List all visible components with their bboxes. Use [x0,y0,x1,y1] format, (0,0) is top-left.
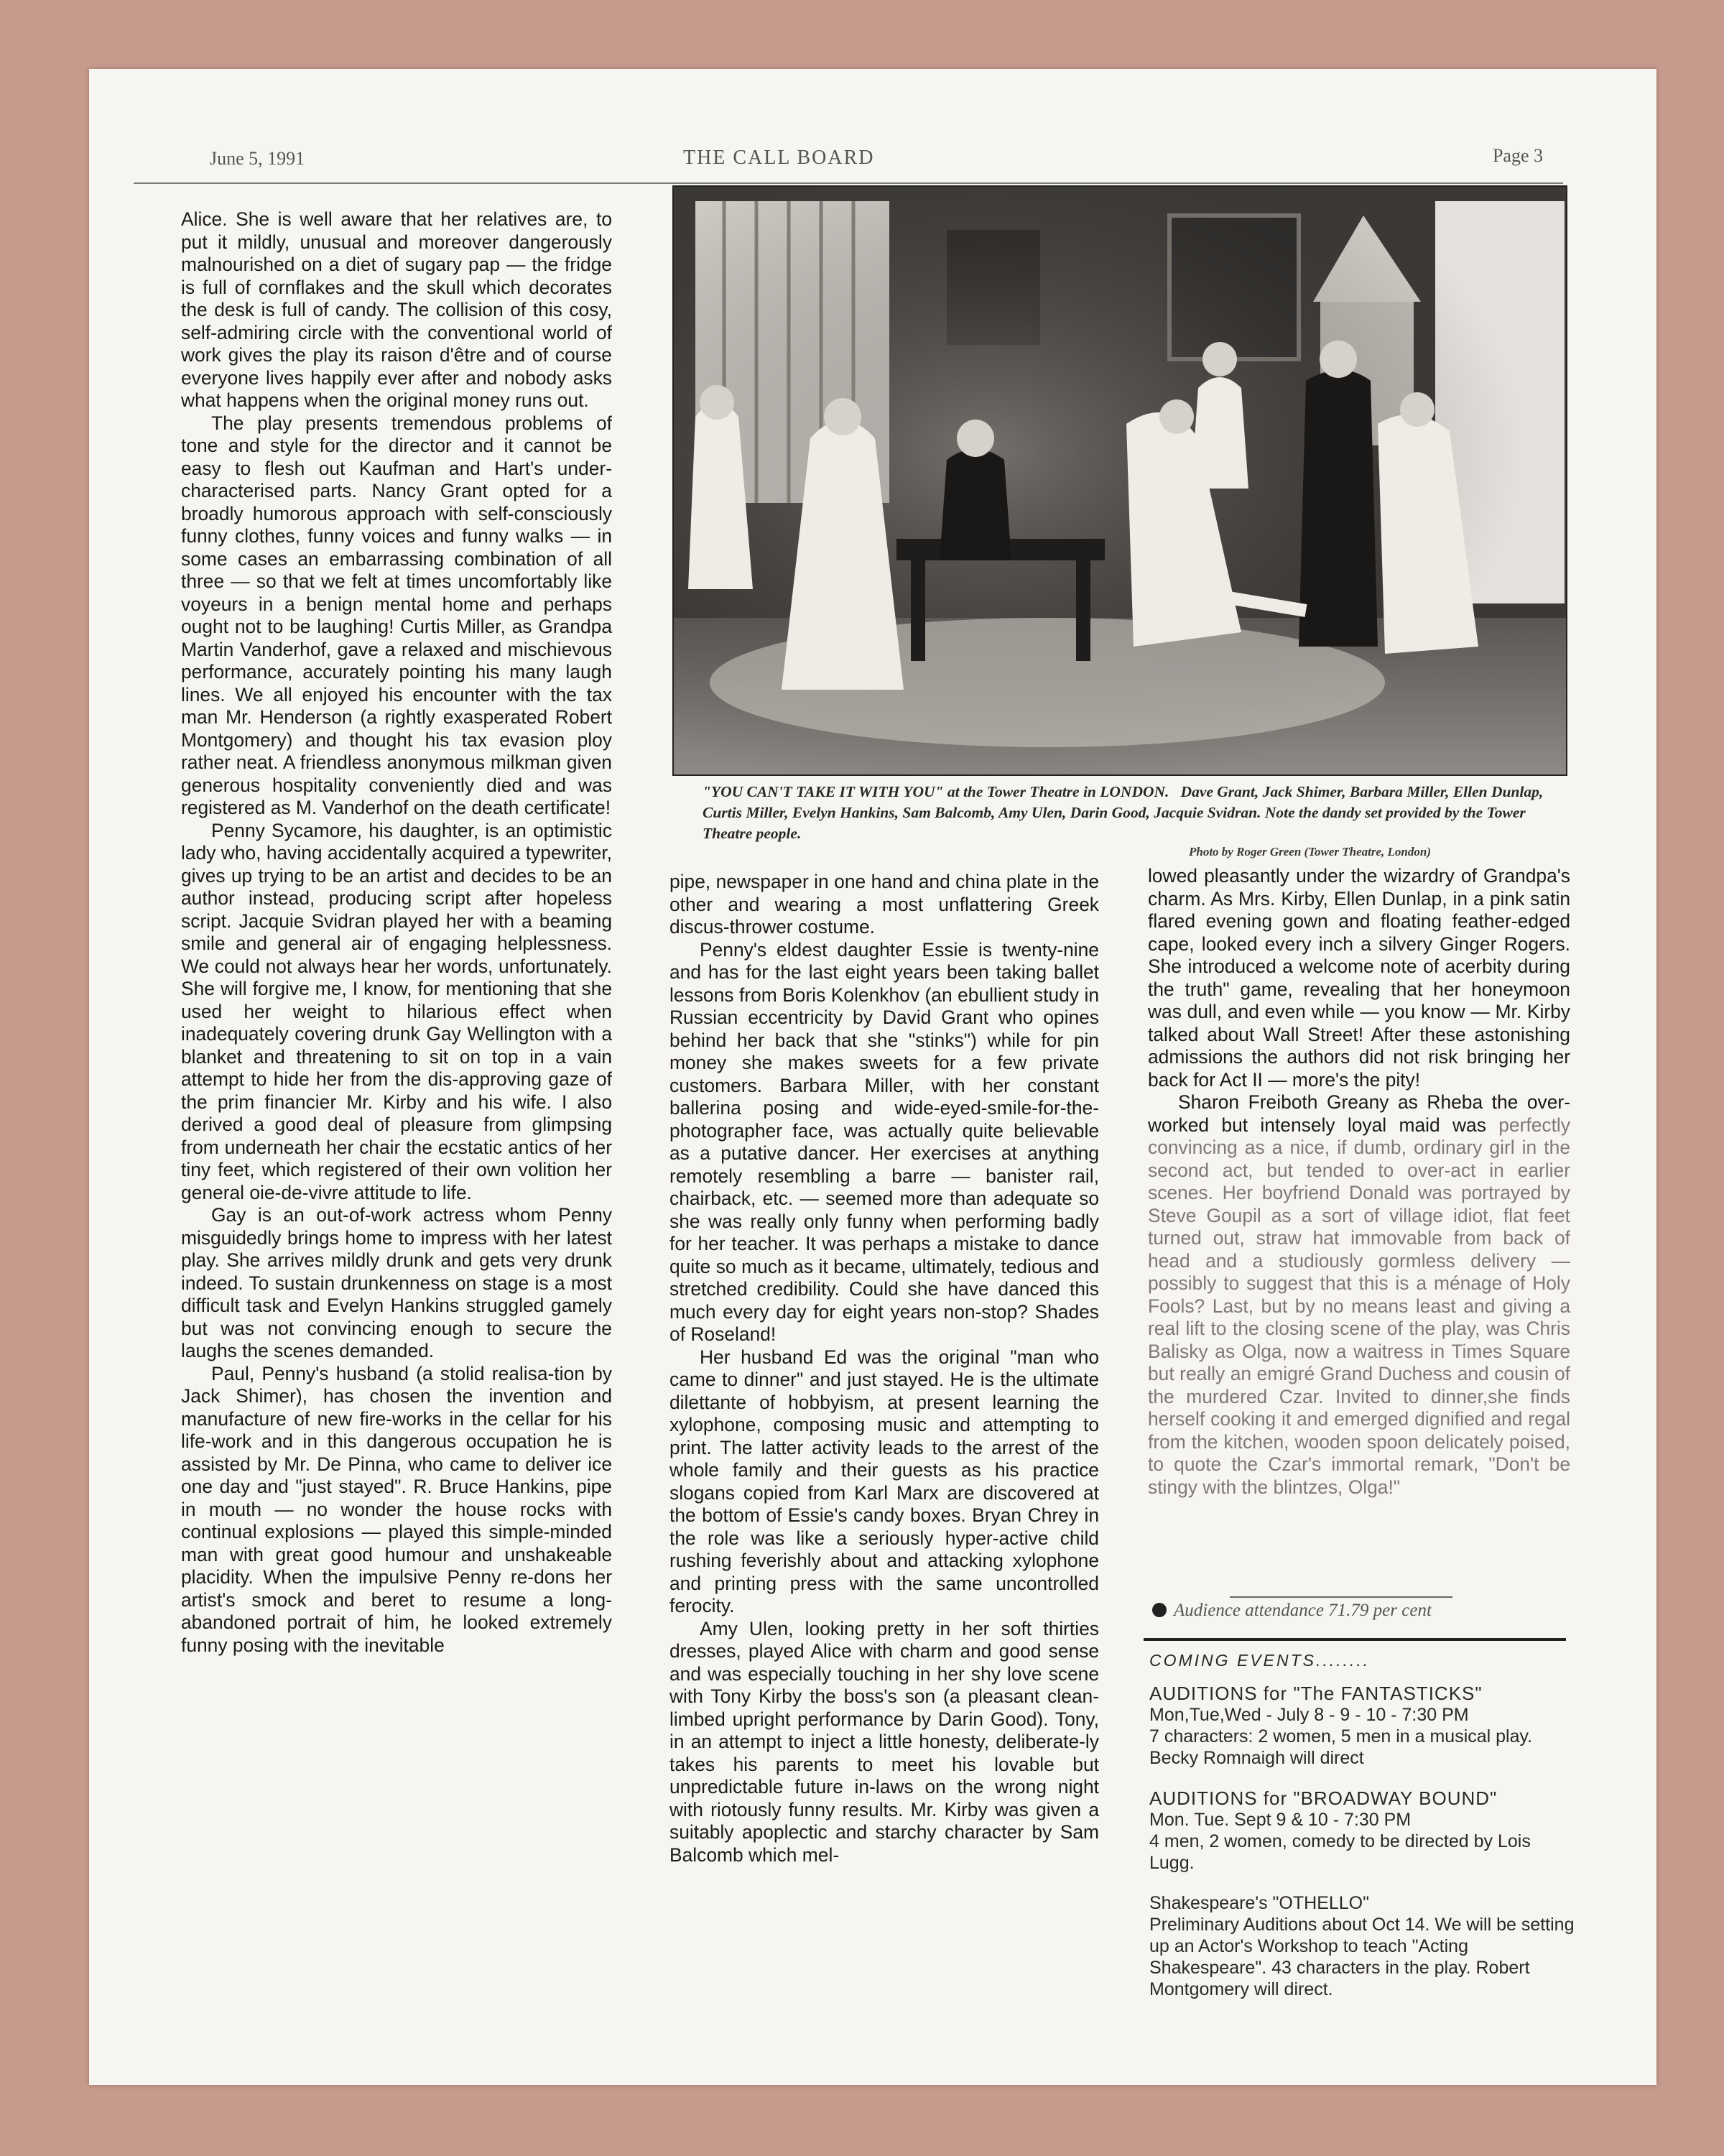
event-details: 7 characters: 2 women, 5 men in a musical play. Becky Romnaigh will direct [1149,1726,1533,1768]
paragraph: Gay is an out-of-work actress whom Penny misguidedly brings home to impress with her latest play. She arrives mildly drunk and gets very drunk indeed. To sustain drunkenness on stage is a most difficult task and Evelyn Hankins struggled gamely but was not convincing enough to secure the laughs the scenes demanded. [181,1204,612,1361]
caption-title: "YOU CAN'T TAKE IT WITH YOU" at the Tower Theatre in LONDON. [703,783,1169,800]
attendance-text: Audience attendance 71.79 per cent [1174,1601,1432,1620]
event-when: Mon,Tue,Wed - July 8 - 9 - 10 - 7:30 PM [1149,1705,1469,1725]
event-title: AUDITIONS for "The FANTASTICKS" [1149,1683,1483,1704]
issue-date: June 5, 1991 [210,148,305,169]
paragraph-dark-part: Sharon Freiboth Greany as Rheba the over-worked but intensely loyal maid was [1148,1091,1570,1136]
paragraph: Alice. She is well aware that her relatives are, to put it mildly, unusual and moreover dangerously malnourished on a diet of sugary pap — the fridge is full of cornflakes and the skull which decorates the desk is full of candy. The collision of this cosy, self-admiring circle with the conventional world of work gives the play its raison d'être and of course everyone lives happily ever after and nobody asks what happens when the original money runs out. [181,208,612,411]
event-details: Preliminary Auditions about Oct 14. We will be setting up an Actor's Workshop to teach "Acting Shakespeare". 43 characters in the play. Robert Montgomery will direct. [1149,1915,1575,1999]
article-column-2 [669,871,1099,1866]
paragraph [1148,1091,1570,1499]
attendance-rule [1230,1596,1452,1598]
paragraph: pipe, newspaper in one hand and china plate in the other and wearing a most unflattering Greek discus-thrower costume. [669,871,1099,938]
coming-events [1149,1650,1580,2019]
paragraph-faded-part: perfectly convincing as a nice, if dumb, ordinary girl in the second act, but tended to over-act in earlier scenes. Her boyfriend Donald was portrayed by Steve Goupil as a sort of village idiot, flat feet turned out, straw hat immovable from back of head and a studiously gormless delivery — possibly to suggest that this is a ménage of Holy Fools? Last, but by no means least and giving a real lift to the closing scene of the play, was Chris Balisky as Olga, now a waitress in Times Square but really an emigré Grand Duchess and cousin of the murdered Czar. Invited to dinner,she finds herself cooking it and emerged dignified and regal from the kitchen, wooden spoon delicately poised, to quote the Czar's immortal remark, "Don't be stingy with the blintzes, Olga!" [1148,1114,1570,1498]
production-photo [672,185,1567,776]
event-details: 4 men, 2 women, comedy to be directed by Lois Lugg. [1149,1831,1531,1873]
events-divider [1144,1638,1566,1641]
masthead-rule [134,182,1563,184]
event-title: Shakespeare's "OTHELLO" [1149,1893,1369,1913]
masthead [119,144,1552,178]
caption-names: Dave Grant, Jack Shimer, Barbara Miller, Ellen Dunlap, Curtis Miller, Evelyn Hankins, Sam Balcomb, Amy Ulen, Darin Good, Jacquie Svidran. [703,783,1544,821]
event-item [1149,1683,1580,1769]
photo-caption [703,782,1565,844]
photo-credit: Photo by Roger Green (Tower Theatre, London) [1189,845,1432,859]
paragraph: Paul, Penny's husband (a stolid realisa-tion by Jack Shimer), has chosen the invention and manufacture of new fire-works in the cellar for his life-work and in this dangerous occupation he is assisted by Mr. De Pinna, who came to deliver ice one day and "just stayed". R. Bruce Hankins, pipe in mouth — no wonder the house rocks with continual explosions — played this simple-minded man with great good humour and unshakeable placidity. When the impulsive Penny re-dons her artist's smock and beret to resume a long-abandoned portrait of him, he looked extremely funny posing with the inevitable [181,1362,612,1656]
newsletter-title: THE CALL BOARD [683,147,875,169]
paragraph: Penny's eldest daughter Essie is twenty-nine and has for the last eight years been taking ballet lessons from Boris Kolenkhov (an ebullient study in Russian eccentricity by David Grant who opines behind her back that she "stinks") while for pin money she makes sweets for a few private customers. Barbara Miller, with her constant ballerina posing and wide-eyed-smile-for-the-photographer face, was actually quite believable as a putative dancer. Her exercises at anything remotely resembling a barre — banister rail, chairback, etc. — seemed more than adequate so she was really only funny when performing badly for her teacher. It was perhaps a mistake to dance quite so much as it became, ultimately, tedious and stretched credibility. Could she have danced this much every day for eight years non-stop? Shades of Roseland! [669,938,1099,1345]
article-column-1 [181,208,612,1657]
paragraph: Amy Ulen, looking pretty in her soft thirties dresses, played Alice with charm and good sense and was especially touching in her shy love scene with Tony Kirby the boss's son (a pleasant clean-limbed upright performance by Darin Good). Tony, in an attempt to inject a little honesty, deliberate-ly takes his parents to meet his lovable but unpredictable future in-laws on the wrong night with riotously funny results. Mr. Kirby was given a suitably apoplectic and starchy character by Sam Balcomb which mel- [669,1617,1099,1866]
paragraph: Her husband Ed was the original "man who came to dinner" and just stayed. He is the ultimate dilettante of hobbyism, at present learning the xylophone, composing music and attempting to print. The latter activity leads to the arrest of the whole family and their guests as his practice slogans copied from Karl Marx are discovered at the bottom of Essie's candy boxes. Bryan Chrey in the role was like a seriously hyper-active child rushing feverishly about and attacking xylophone and printing press with the same uncontrolled ferocity. [669,1346,1099,1616]
event-item [1149,1787,1580,1874]
events-heading: COMING EVENTS........ [1149,1651,1371,1670]
bullet-icon [1152,1603,1167,1617]
event-item [1149,1892,1580,2000]
caption-note: Note the dandy set provided by the Tower Theatre people. [703,804,1526,842]
paragraph: lowed pleasantly under the wizardry of Grandpa's charm. As Mrs. Kirby, Ellen Dunlap, in a pink satin flared evening gown and floating feather-edged cape, looked every inch a silvery Ginger Rogers. She introduced a welcome note of acerbity during the truth" game, revealing that her honeymoon was dull, and even while — you know — Mr. Kirby talked about Wall Street! After these astonishing admissions the authors did not risk bringing her back for Act II — more's the pity! [1148,865,1570,1091]
page-number: Page 3 [1492,145,1543,166]
event-title: AUDITIONS for "BROADWAY BOUND" [1149,1787,1498,1809]
audience-attendance [1152,1601,1569,1621]
event-when: Mon. Tue. Sept 9 & 10 - 7:30 PM [1149,1810,1412,1830]
article-column-3 [1148,865,1570,1499]
paragraph: Penny Sycamore, his daughter, is an optimistic lady who, having accidentally acquired a typewriter, gives up trying to be an artist and decides to be an author instead, producing script after hopeless script. Jacquie Svidran played her with a beaming smile and general air of engaging helplessness. We could not always hear her words, unfortunately. She will forgive me, I know, for mentioning that she used her weight to hilarious effect when inadequately covering drunk Gay Wellington with a blanket and threatening to sit on top in a vain attempt to hide her from the dis-approving gaze of the prim financier Mr. Kirby and his wife. I also derived a good deal of pleasure from glimpsing from underneath her chair the ecstatic antics of her tiny feet, which registered of their own volition her general oie-de-vivre attitude to life. [181,819,612,1203]
paragraph: The play presents tremendous problems of tone and style for the director and it cannot be easy to flesh out Kaufman and Hart's under-characterised parts. Nancy Grant opted for a broadly humorous approach with self-consciously funny clothes, funny voices and funny walks — in some cases an embarrassing combination of all three — so that we felt at times uncomfortably like voyeurs in a benign mental home and perhaps ought not to be laughing! Curtis Miller, as Grandpa Martin Vanderhof, gave a relaxed and mischievous performance, accurately pointing his many laugh lines. We all enjoyed his encounter with the tax man Mr. Henderson (a rightly exasperated Robert Montgomery) and thought his tax evasion ploy rather neat. A friendless anonymous milkman given generous hospitality conveniently died and was registered as M. Vanderhof on the death certificate! [181,412,612,818]
